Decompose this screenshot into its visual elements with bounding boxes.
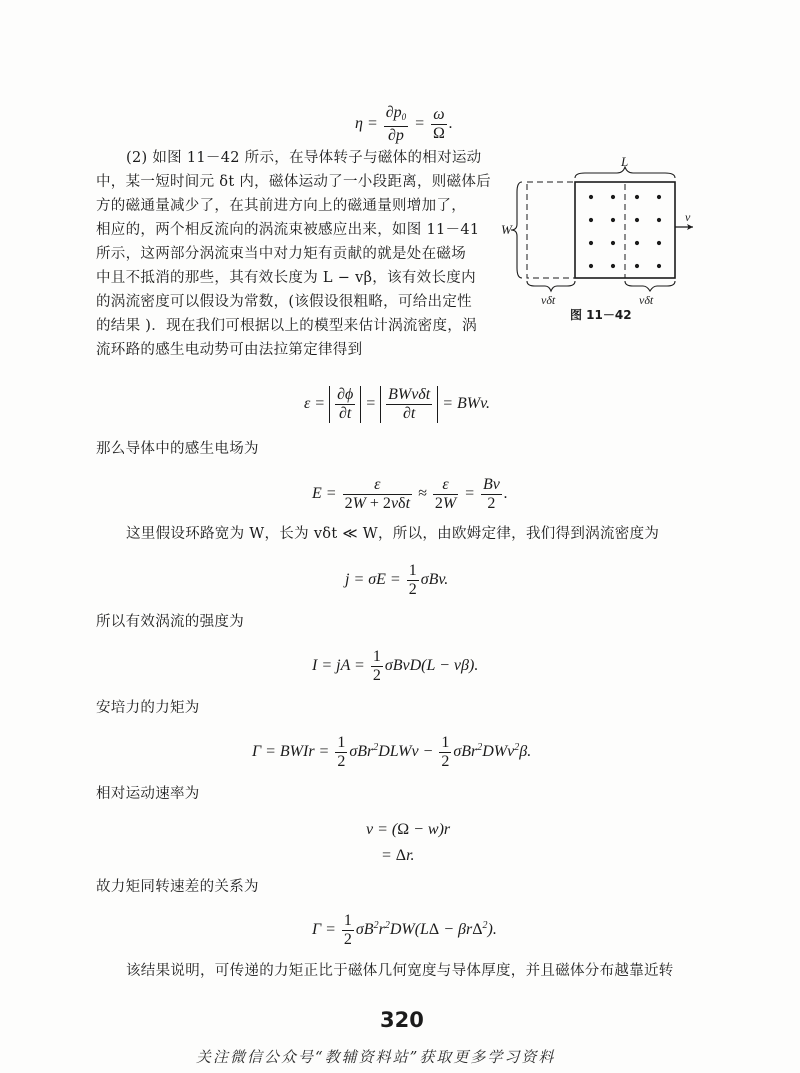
paragraph-2: 那么导体中的感生电场为	[96, 441, 259, 457]
equation-velocity-line-1: v = (Ω − w)r	[366, 821, 451, 838]
label-vdt-right: vδt	[639, 293, 654, 307]
equation-efield: E = $\frac{\varepsilon}{\text{2W + 2vδt}}$ ≈ $\frac{\varepsilon}{2W}$ = $\frac{Bv}{2}$ .	[312, 476, 508, 512]
paragraph-1	[96, 146, 506, 362]
equation-current: I = jA = $\frac{1}{2}$ σBvD(L − vβ).	[312, 648, 479, 684]
paragraph-8: 该结果说明，可传递的力矩正比于磁体几何宽度与导体厚度，并且磁体分布越靠近转	[126, 963, 674, 979]
brace-vdt-right	[625, 281, 675, 291]
equation-eta: η = $\frac{\partial p_0}{\partial p}$ = $\frac{\omega}{\Omega}$ .	[355, 104, 453, 144]
p1-line-5: 所示，这两部分涡流束当中对力矩有贡献的就是处在磁场	[96, 246, 466, 262]
paragraph-5: 安培力的力矩为	[96, 700, 200, 716]
figure-caption: 图 11－42	[570, 308, 632, 322]
equation-velocity-line-2: = Δr.	[381, 847, 415, 864]
dashed-rect	[527, 182, 625, 278]
label-vdt-left: vδt	[541, 293, 556, 307]
p1-line-4: 相应的，两个相反流向的涡流束被感应出来，如图 11－41	[96, 222, 480, 238]
page-number: 320	[380, 1008, 424, 1032]
footer-watermark: 关注微信公众号“教辅资料站”获取更多学习资料	[196, 1048, 556, 1066]
equation-current-density: j = σE = $\frac{1}{2}$ σBv.	[345, 562, 449, 598]
p1-line-8: 的结果 )．现在我们可根据以上的模型来估计涡流密度，涡	[96, 318, 477, 334]
paragraph-4: 所以有效涡流的强度为	[96, 614, 244, 630]
equation-torque: Γ = BWIr = $\frac{1}{2}$ σBr$^2$DLWv − $\frac{1}{2}$ σBr$^2$DWv$^2$β.	[252, 734, 532, 770]
p1-line-3: 方的磁通量减少了，在其前进方向上的磁通量则增加了，	[96, 198, 466, 214]
figure-11-42	[501, 152, 705, 322]
label-L: L	[621, 154, 629, 169]
label-W: W	[501, 222, 512, 237]
paragraph-6: 相对运动速率为	[96, 786, 200, 802]
equation-emf: ε = $\frac{\partial\phi}{\partial t}$ = $\frac{\text{BWvδt}}{\partial t}$ = BWv.	[304, 386, 490, 422]
p1-line-2: 中，某一短时间元 δt 内，磁体运动了一小段距离，则磁体后	[96, 174, 491, 190]
label-v: v	[685, 210, 691, 224]
brace-vdt-left	[527, 281, 575, 291]
p1-line-1: (2) 如图 11－42 所示，在导体转子与磁体的相对运动	[126, 150, 482, 166]
p1-line-7: 的涡流密度可以假设为常数，(该假设很粗略，可给出定性	[96, 294, 472, 310]
paragraph-7: 故力矩同转速差的关系为	[96, 879, 259, 895]
brace-W	[511, 182, 522, 278]
p1-line-9: 流环路的感生电动势可由法拉第定律得到	[96, 342, 363, 358]
equation-torque-speed: Γ = $\frac{1}{2}$ $\sigma B^2r^2DW(L\Delta - \beta r\Delta^2)$.	[312, 912, 497, 948]
paragraph-3: 这里假设环路宽为 W，长为 vδt ≪ W，所以，由欧姆定律，我们得到涡流密度为	[126, 526, 660, 542]
p1-line-6: 中且不抵消的那些，其有效长度为 L − vβ，该有效长度内	[96, 270, 476, 286]
